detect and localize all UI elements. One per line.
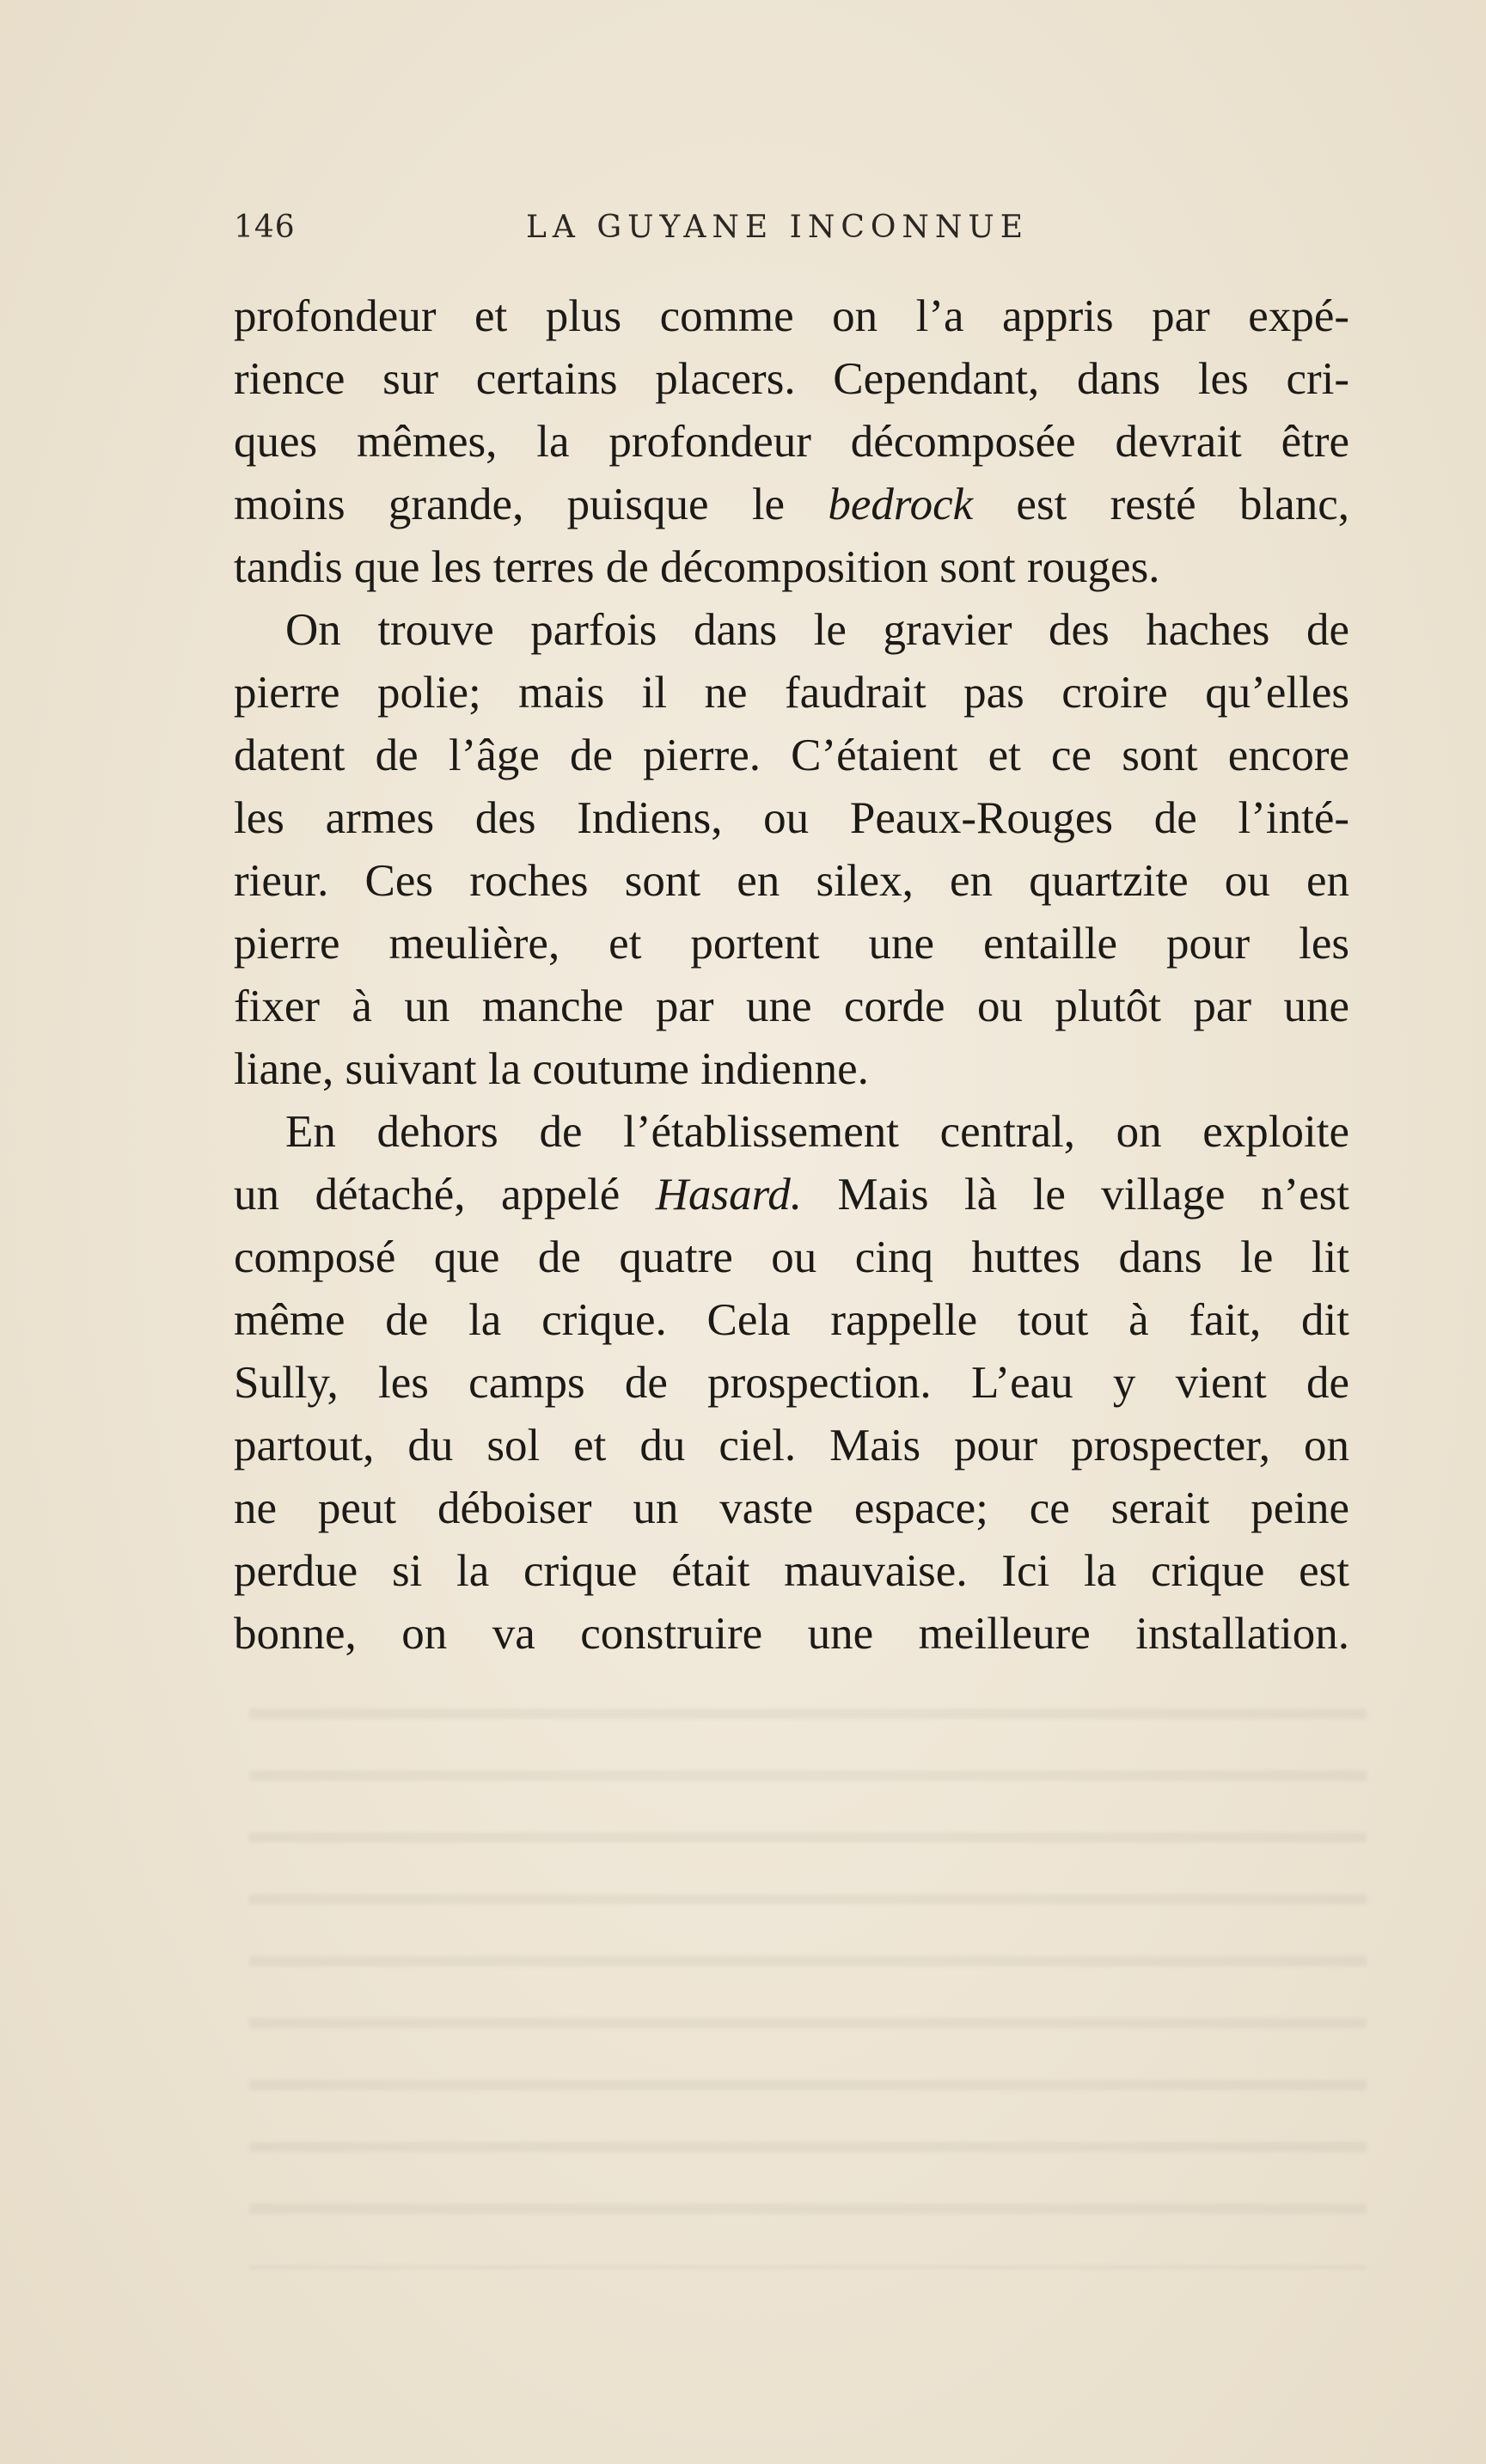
body-text (234, 285, 1349, 1666)
text-line: partout, du sol et du ciel. Mais pour prospecter, on (234, 1421, 1349, 1470)
text-line: On trouve parfois dans le gravier des haches de (285, 605, 1349, 655)
text-line (234, 474, 1349, 536)
running-head (234, 210, 1351, 253)
bleed-through-texture (249, 1667, 1367, 2269)
text-line: rience sur certains placers. Cependant, dans les cri- (234, 354, 1349, 404)
text-line: liane, suivant la coutume indienne. (234, 1044, 869, 1094)
text-segment: un détaché, appelé (234, 1170, 656, 1220)
text-line: pierre polie; mais il ne faudrait pas croire qu’elles (234, 668, 1349, 718)
text-line: perdue si la crique était mauvaise. Ici la crique est (234, 1546, 1349, 1596)
text-line: profondeur et plus comme on l’a appris par expé- (234, 291, 1349, 341)
text-line: En dehors de l’établissement central, on exploite (285, 1107, 1349, 1157)
page-number: 146 (234, 210, 296, 245)
text-segment: moins grande, puisque le (234, 480, 829, 529)
text-line: composé que de quatre ou cinq huttes dans le lit (234, 1232, 1349, 1282)
text-line: datent de l’âge de pierre. C’étaient et ce sont encore (234, 731, 1349, 780)
text-segment: Mais là le village n’est (802, 1170, 1350, 1220)
italic-term: bedrock (828, 480, 974, 529)
text-line: fixer à un manche par une corde ou plutôt par une (234, 981, 1349, 1031)
text-line: pierre meulière, et portent une entaille pour les (234, 919, 1349, 969)
book-title: LA GUYANE INCONNUE (526, 210, 1030, 245)
text-segment: est resté blanc, (973, 480, 1349, 529)
text-line: rieur. Ces roches sont en silex, en quartzite ou en (234, 856, 1349, 906)
italic-term: Hasard. (655, 1170, 803, 1220)
text-line: bonne, on va construire une meilleure installation. (234, 1609, 1349, 1659)
text-line: les armes des Indiens, ou Peaux-Rouges de l’inté- (234, 793, 1349, 843)
text-line: ne peut déboiser un vaste espace; ce serait peine (234, 1483, 1349, 1533)
text-line: ques mêmes, la profondeur décomposée devrait être (234, 417, 1349, 467)
text-line (234, 1164, 1349, 1226)
text-line: tandis que les terres de décomposition sont rouges. (234, 542, 1160, 592)
text-line: Sully, les camps de prospection. L’eau y vient de (234, 1358, 1349, 1408)
text-line: même de la crique. Cela rappelle tout à fait, dit (234, 1295, 1349, 1345)
